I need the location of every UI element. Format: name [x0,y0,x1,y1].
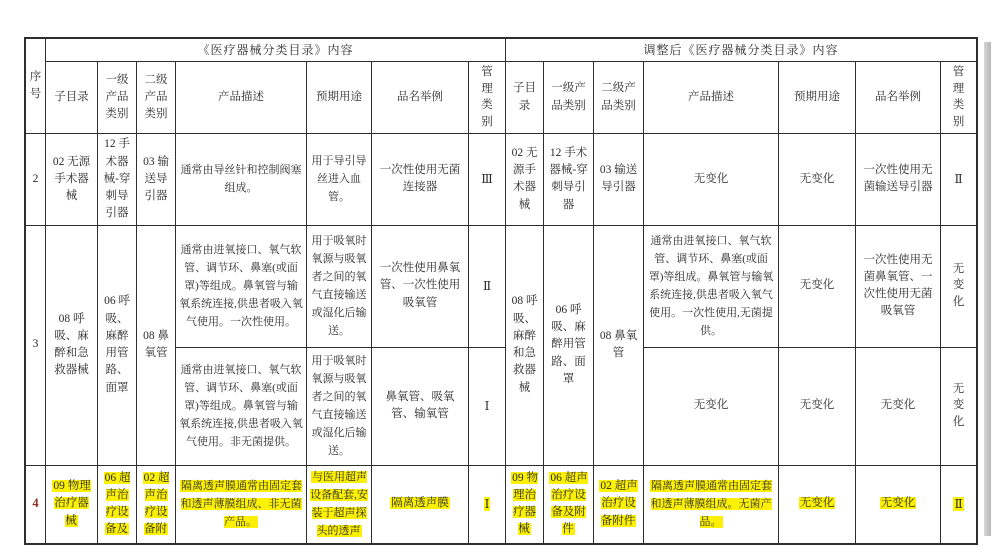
col-header-right-desc: 产品描述 [644,62,779,134]
cell-r2-left-desc: 通常由导丝针和控制阀塞组成。 [176,134,307,225]
cell-r3s2-left-class: Ⅰ [469,347,506,465]
cell-r3-right-subdir: 08 呼吸、麻醉和急救器械 [506,225,544,465]
cell-r3-seq: 3 [26,225,46,465]
cell-r4-left-desc: 隔离透声膜通常由固定套和透声薄膜组成、非无菌产品。 [176,465,307,543]
col-header-left-class: 管理类别 [469,62,506,134]
col-header-right-subdir: 子目录 [506,62,544,134]
cell-r2-left-use: 用于导引导丝进入血管。 [307,134,372,225]
cell-r4-left-cat2: 02 超声治疗设备附 [137,465,176,543]
cell-r4-left-cat1: 06 超声治疗设备及 [98,465,137,543]
cell-r3-left-cat1: 06 呼吸、麻醉用管路、面罩 [98,225,137,465]
classification-table [25,38,977,544]
cell-r3s1-left-names: 一次性使用鼻氧管、一次性使用吸氧管 [372,225,469,347]
cell-r4-right-cat2: 02 超声治疗设备附件 [594,465,644,543]
cell-r3-left-subdir: 08 呼吸、麻醉和急救器械 [46,225,98,465]
cell-r2-right-desc: 无变化 [644,134,779,225]
cell-r4-right-names: 无变化 [856,465,941,543]
cell-r3s2-left-names: 鼻氧管、吸氧管、输氧管 [372,347,469,465]
cell-r2-right-cat2: 03 输送导引器 [594,134,644,225]
col-header-seq: 序号 [26,39,46,134]
cell-r4-seq: 4 [26,465,46,543]
col-header-right-cat1: 一级产品类别 [544,62,594,134]
cell-r3s1-left-desc: 通常由进氧接口、氧气软管、调节环、鼻塞(或面罩)等组成。鼻氧管与输氧系统连接,供患者吸入氧气使用。一次性使用。 [176,225,307,347]
cell-r2-right-names: 一次性使用无菌输送导引器 [856,134,941,225]
cell-r3s1-left-class: Ⅱ [469,225,506,347]
cell-r4-right-cat1: 06 超声治疗设备及附件 [544,465,594,543]
cell-r2-seq: 2 [26,134,46,225]
cell-r4-right-subdir: 09 物理治疗器械 [506,465,544,543]
cell-r2-right-cat1: 12 手术器械-穿刺导引器 [544,134,594,225]
cell-r3-left-cat2: 08 鼻氧管 [137,225,176,465]
cell-r3s1-right-use: 无变化 [779,225,856,347]
col-header-left-names: 品名举例 [372,62,469,134]
cell-r2-left-class: Ⅲ [469,134,506,225]
cell-r4-left-use: 与医用超声设备配套,安装于超声探头的透声 [307,465,372,543]
cell-r3s2-left-use: 用于吸氧时氧源与吸氧者之间的氧气直接输送或湿化后输送。 [307,347,372,465]
cell-r3-right-cat2: 08 鼻氧管 [594,225,644,465]
cell-r2-left-subdir: 02 无源手术器械 [46,134,98,225]
col-header-right-class: 管理类别 [941,62,977,134]
cell-r4-right-desc: 隔离透声膜通常由固定套和透声薄膜组成。无菌产品。 [644,465,779,543]
col-header-left-subdir: 子目录 [46,62,98,134]
cell-r3s1-right-desc: 通常由进氧接口、氧气软管、调节环、鼻塞(或面罩)等组成。鼻氧管与输氧系统连接,供患者吸入氧气使用。一次性使用,无菌提供。 [644,225,779,347]
col-header-left-cat1: 一级产品类别 [98,62,137,134]
cell-r3s2-left-desc: 通常由进氧接口、氧气软管、调节环、鼻塞(或面罩)等组成。鼻氧管与输氧系统连接,供患者吸入氧气使用。非无菌提供。 [176,347,307,465]
cell-r4-right-use: 无变化 [779,465,856,543]
col-header-left-cat2: 二级产品类别 [137,62,176,134]
cell-r4-right-class: Ⅱ [941,465,977,543]
cell-r2-right-class: Ⅱ [941,134,977,225]
cell-r2-left-cat2: 03 输送导引器 [137,134,176,225]
cell-r2-left-names: 一次性使用无菌连接器 [372,134,469,225]
cell-r2-right-use: 无变化 [779,134,856,225]
col-header-left-use: 预期用途 [307,62,372,134]
cell-r3s2-right-names: 无变化 [856,347,941,465]
cell-r3-right-cat1: 06 呼吸、麻醉用管路、面罩 [544,225,594,465]
col-header-left-desc: 产品描述 [176,62,307,134]
col-header-right-cat2: 二级产品类别 [594,62,644,134]
page-edge-shadow [984,42,991,536]
cell-r4-left-names: 隔离透声膜 [372,465,469,543]
group-header-original: 《医疗器械分类目录》内容 [46,39,506,62]
cell-r2-left-cat1: 12 手术器械-穿刺导引器 [98,134,137,225]
cell-r2-right-subdir: 02 无源手术器械 [506,134,544,225]
col-header-right-names: 品名举例 [856,62,941,134]
cell-r3s1-right-class: 无变化 [941,225,977,347]
cell-r3s1-left-use: 用于吸氧时氧源与吸氧者之间的氧气直接输送或湿化后输送。 [307,225,372,347]
cell-r3s2-right-desc: 无变化 [644,347,779,465]
cell-r4-left-class: Ⅰ [469,465,506,543]
cell-r3s2-right-use: 无变化 [779,347,856,465]
group-header-adjusted: 调整后《医疗器械分类目录》内容 [506,39,977,62]
col-header-right-use: 预期用途 [779,62,856,134]
cell-r4-left-subdir: 09 物理治疗器械 [46,465,98,543]
cell-r3s2-right-class: 无变化 [941,347,977,465]
cell-r3s1-right-names: 一次性使用无菌鼻氧管、一次性使用无菌吸氧管 [856,225,941,347]
